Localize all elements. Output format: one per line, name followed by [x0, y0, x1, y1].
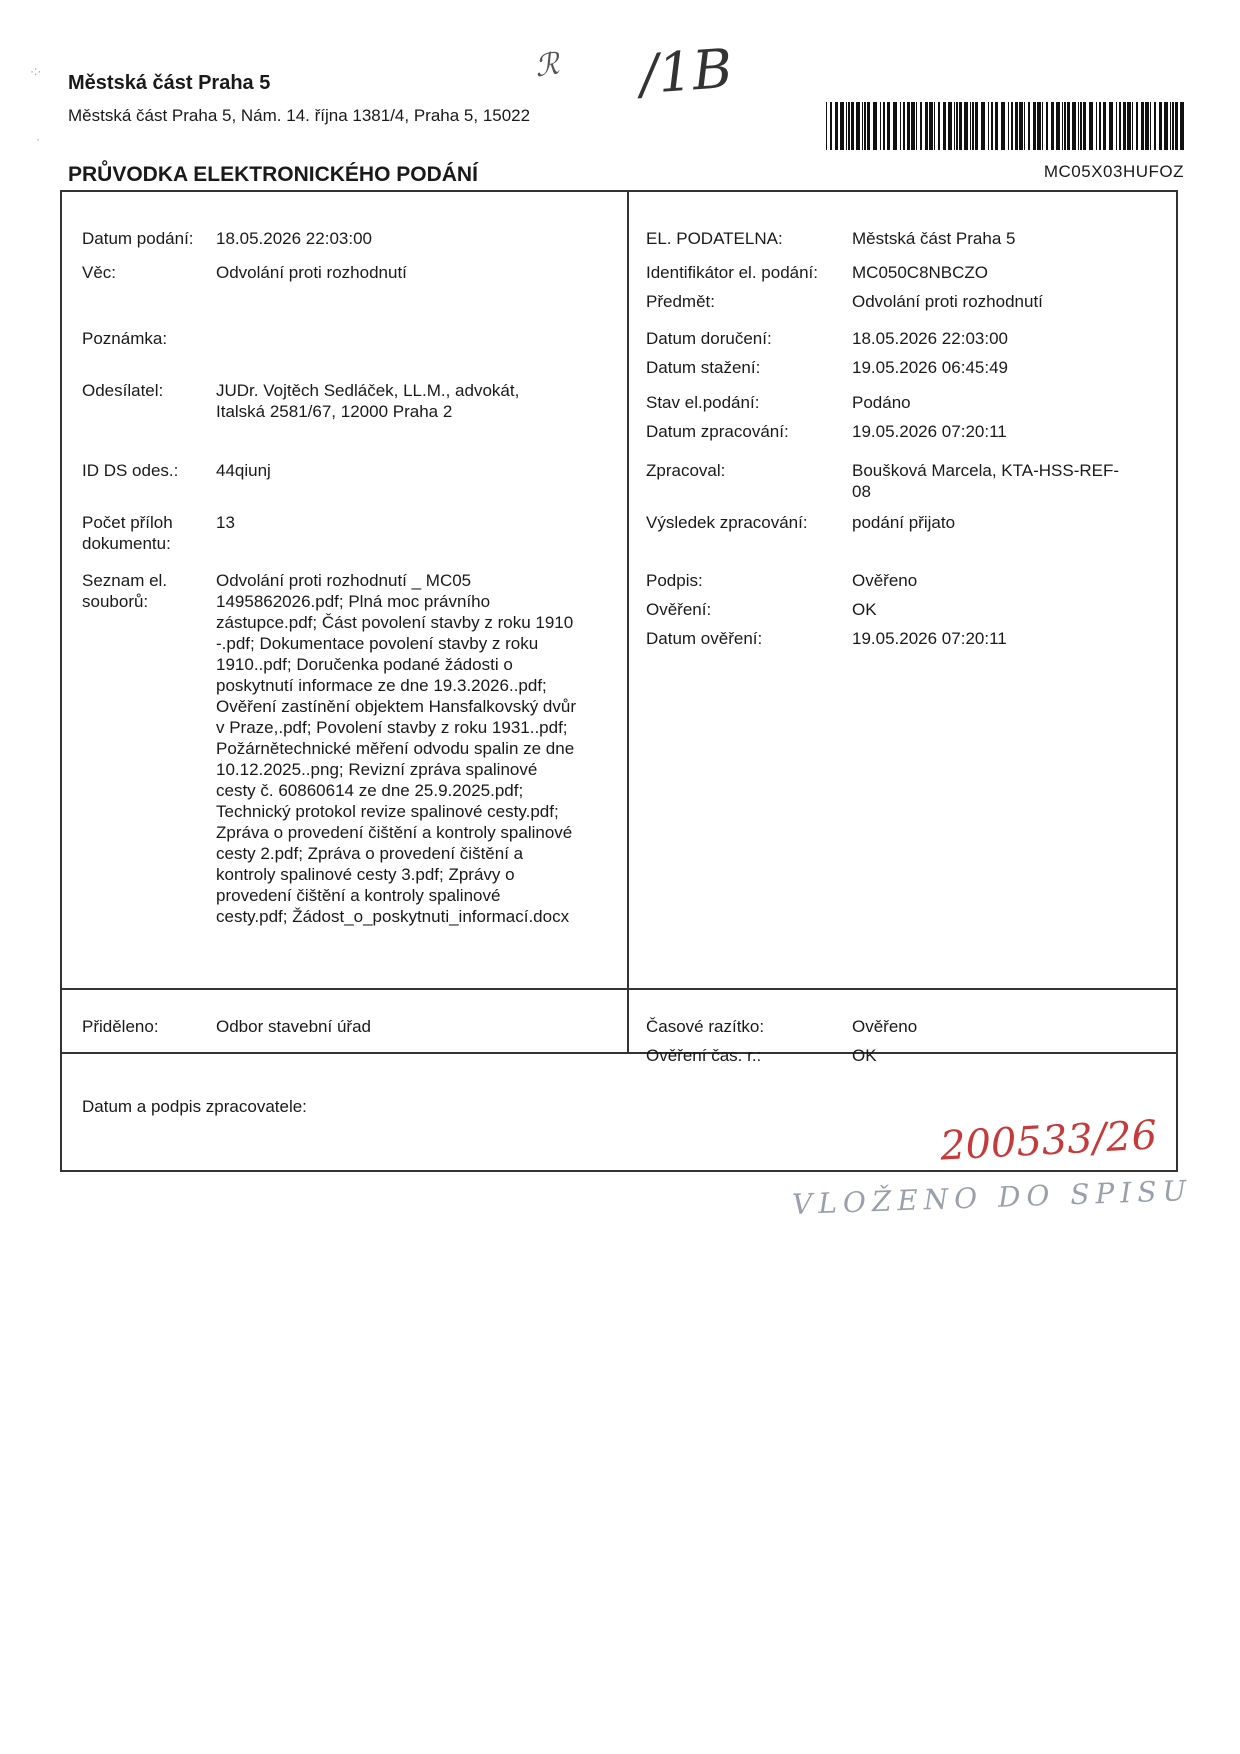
file-list-line: -.pdf; Dokumentace povolení stavby z roku [216, 634, 539, 653]
barcode-bar [1103, 102, 1106, 150]
zpracoval-value-line-1: Boušková Marcela, KTA-HSS-REF- [852, 461, 1120, 480]
barcode-bar [938, 102, 940, 150]
zpracovani-value: 19.05.2026 07:20:11 [852, 422, 1007, 441]
zpracovani-label: Datum zpracování: [646, 422, 789, 441]
barcode-bar [1116, 102, 1117, 150]
podatelna-value: Městská část Praha 5 [852, 229, 1016, 248]
barcode-bar [929, 102, 933, 150]
zpracoval-label: Zpracoval: [646, 461, 726, 480]
file-list-line: Technický protokol revize spalinové cesty.pdf; [216, 802, 559, 821]
barcode-bar [964, 102, 968, 150]
barcode-bar [934, 102, 935, 150]
column-divider [627, 192, 629, 1052]
barcode-bar [1051, 102, 1054, 150]
barcode-bar [1015, 102, 1018, 150]
casove-razitko-value: Ověřeno [852, 1017, 918, 1036]
barcode-bar [1067, 102, 1070, 150]
id-ds-label: ID DS odes.: [82, 461, 179, 480]
barcode-bar [1109, 102, 1113, 150]
barcode-bar [1127, 102, 1131, 150]
file-list-line: cesty.pdf; Žádost_o_poskytnuti_informací.docx [216, 907, 570, 926]
barcode-bar [1119, 102, 1121, 150]
org-name: Městská část Praha 5 [68, 72, 271, 94]
seznam-label-line-1: Seznam el. [82, 571, 168, 590]
barcode-bar [862, 102, 863, 150]
barcode-bar [1080, 102, 1082, 150]
barcode-bar [856, 102, 860, 150]
signature-label: Datum a podpis zpracovatele: [82, 1097, 307, 1116]
file-list-line: zástupce.pdf; Část povolení stavby z roku 1910 [216, 613, 574, 632]
overeni-value: OK [852, 600, 877, 619]
barcode-bar [1028, 102, 1030, 150]
barcode-bar [1042, 102, 1043, 150]
barcode-bar [848, 102, 850, 150]
barcode-bar [1175, 102, 1178, 150]
barcode-bar [1001, 102, 1005, 150]
barcode-bar [1011, 102, 1013, 150]
barcode-bar [851, 102, 854, 150]
podpis-label: Podpis: [646, 571, 703, 590]
barcode-bar [975, 102, 978, 150]
barcode-bar [956, 102, 958, 150]
barcode-bar [900, 102, 901, 150]
barcode-bar [907, 102, 910, 150]
vec-value: Odvolání proti rozhodnutí [216, 263, 407, 282]
pocet-priloh-value: 13 [216, 513, 235, 532]
barcode-bar [988, 102, 989, 150]
file-list-line: v Praze,.pdf; Povolení stavby z roku 1931..pdf; [216, 718, 568, 737]
file-list-line: provedení čištění a kontroly spalinové [216, 886, 501, 905]
barcode-bar [948, 102, 952, 150]
file-list-line: 1495862026.pdf; Plná moc právního [216, 592, 491, 611]
barcode-bar [972, 102, 974, 150]
file-list-line: Požárnětechnické měření odvodu spalin ze dne [216, 739, 575, 758]
file-list-line: cesty č. 60860614 ze dne 25.9.2025.pdf; [216, 781, 524, 800]
zpracoval-value-line-2: 08 [852, 482, 871, 501]
casove-razitko-label: Časové razítko: [646, 1017, 765, 1036]
datum-podani-label: Datum podání: [82, 229, 194, 248]
barcode-bar [1008, 102, 1009, 150]
barcode-bar [1150, 102, 1151, 150]
barcode-bar [1170, 102, 1171, 150]
barcode-bar [883, 102, 885, 150]
barcode-bar [903, 102, 905, 150]
barcode-bar [1154, 102, 1156, 150]
barcode-bar [1136, 102, 1138, 150]
barcode-bar [835, 102, 838, 150]
file-list-line: Ověření zastínění objektem Hansfalkovský dvůr [216, 697, 576, 716]
poznamka-label: Poznámka: [82, 329, 168, 348]
barcode-bar [1062, 102, 1063, 150]
handwritten-file-number: 200533/26 [938, 1112, 1159, 1170]
handwritten-initials: ℛ [532, 46, 562, 85]
barcode-bar [1072, 102, 1076, 150]
barcode-bar [846, 102, 847, 150]
datum-overeni-label: Datum ověření: [646, 629, 763, 648]
document-code: MC05X03HUFOZ [1043, 162, 1184, 181]
barcode-bar [981, 102, 985, 150]
doruceni-label: Datum doručení: [646, 329, 772, 348]
barcode-bar [873, 102, 877, 150]
odesilatel-label: Odesílatel: [82, 381, 164, 400]
file-list-line: 1910..pdf; Doručenka podané žádosti o [216, 655, 513, 674]
datum-podani-value: 18.05.2026 22:03:00 [216, 229, 372, 248]
overeni-cas-value: OK [852, 1046, 877, 1065]
barcode-bar [911, 102, 915, 150]
handwritten-reference: /1B [637, 36, 735, 107]
stazeni-value: 19.05.2026 06:45:49 [852, 358, 1008, 377]
barcode-bar [1056, 102, 1060, 150]
barcode-bar [991, 102, 993, 150]
pocet-priloh-label-line-2: dokumentu: [82, 534, 171, 553]
barcode-bar [920, 102, 922, 150]
section-divider [62, 1052, 1176, 1054]
prideleno-label: Přiděleno: [82, 1017, 159, 1036]
barcode-bar [1037, 102, 1041, 150]
barcode-bar [887, 102, 890, 150]
pocet-priloh-label-line-1: Počet příloh [82, 513, 173, 532]
barcode-bar [1180, 102, 1184, 150]
file-list-line: Zpráva o provedení čištění a kontroly spalinové [216, 823, 573, 842]
file-list-line: 10.12.2025..png; Revizní zpráva spalinové [216, 760, 538, 779]
file-list-line: kontroly spalinové cesty 3.pdf; Zprávy o [216, 865, 515, 884]
odesilatel-address-line-2: Italská 2581/67, 12000 Praha 2 [216, 402, 453, 421]
predmet-label: Předmět: [646, 292, 715, 311]
stav-label: Stav el.podání: [646, 393, 760, 412]
barcode-bar [864, 102, 866, 150]
barcode-bar [1019, 102, 1023, 150]
barcode-bar [880, 102, 881, 150]
barcode-bar [840, 102, 844, 150]
scan-artifact: ·:· [30, 64, 42, 78]
barcode-bar [830, 102, 832, 150]
barcode-bar [1024, 102, 1025, 150]
org-address: Městská část Praha 5, Nám. 14. října 1381/4, Praha 5, 15022 [68, 106, 531, 125]
file-list-line: Odvolání proti rozhodnutí _ MC05 [216, 571, 472, 590]
podpis-value: Ověřeno [852, 571, 918, 590]
barcode-bar [925, 102, 928, 150]
stazeni-label: Datum stažení: [646, 358, 761, 377]
podatelna-label: EL. PODATELNA: [646, 229, 783, 248]
transmittal-form [60, 190, 1178, 1172]
barcode-bar [1145, 102, 1149, 150]
file-list-line: poskytnutí informace ze dne 19.3.2026..pdf; [216, 676, 547, 695]
overeni-cas-label: Ověření čas. r.: [646, 1046, 762, 1065]
barcode-bar [1123, 102, 1126, 150]
odesilatel-address-line-1: JUDr. Vojtěch Sedláček, LL.M., advokát, [216, 381, 520, 400]
barcode-bar [1064, 102, 1066, 150]
vec-label: Věc: [82, 263, 117, 282]
barcode-bar [995, 102, 998, 150]
id-ds-value: 44qiunj [216, 461, 271, 480]
barcode-bar [1172, 102, 1174, 150]
barcode-bar [1164, 102, 1168, 150]
barcode-bar [959, 102, 962, 150]
overeni-label: Ověření: [646, 600, 712, 619]
file-list [216, 570, 616, 927]
barcode-bar [1099, 102, 1101, 150]
barcode-bar [1159, 102, 1162, 150]
filed-stamp: VLOŽENO DO SPISU [791, 1174, 1193, 1221]
barcode-bar [970, 102, 971, 150]
barcode-bar [893, 102, 897, 150]
barcode-bar [1046, 102, 1048, 150]
barcode-bar [1033, 102, 1036, 150]
document-title: PRŮVODKA ELEKTRONICKÉHO PODÁNÍ [68, 163, 478, 186]
predmet-value: Odvolání proti rozhodnutí [852, 292, 1043, 311]
vysledek-value: podání přijato [852, 513, 956, 532]
barcode-bar [1096, 102, 1097, 150]
identifikator-value: MC050C8NBCZO [852, 263, 989, 282]
scan-artifact: · [36, 132, 40, 146]
identifikator-label: Identifikátor el. podání: [646, 263, 819, 282]
barcode-bar [916, 102, 917, 150]
file-list-line: cesty 2.pdf; Zpráva o provedení čištění a [216, 844, 524, 863]
stav-value: Podáno [852, 393, 911, 412]
seznam-label-line-2: souborů: [82, 592, 149, 611]
barcode-bar [867, 102, 870, 150]
barcode-bar [943, 102, 946, 150]
section-divider [62, 988, 1176, 990]
barcode-image [826, 102, 1184, 150]
prideleno-value: Odbor stavební úřad [216, 1017, 371, 1036]
barcode-bar [1083, 102, 1086, 150]
barcode-bar [826, 102, 827, 150]
barcode-bar [1089, 102, 1093, 150]
barcode-bar [1132, 102, 1133, 150]
barcode-bar [1078, 102, 1079, 150]
barcode-bar [1141, 102, 1144, 150]
doruceni-value: 18.05.2026 22:03:00 [852, 329, 1008, 348]
datum-overeni-value: 19.05.2026 07:20:11 [852, 629, 1007, 648]
barcode-bar [954, 102, 955, 150]
vysledek-label: Výsledek zpracování: [646, 513, 808, 532]
